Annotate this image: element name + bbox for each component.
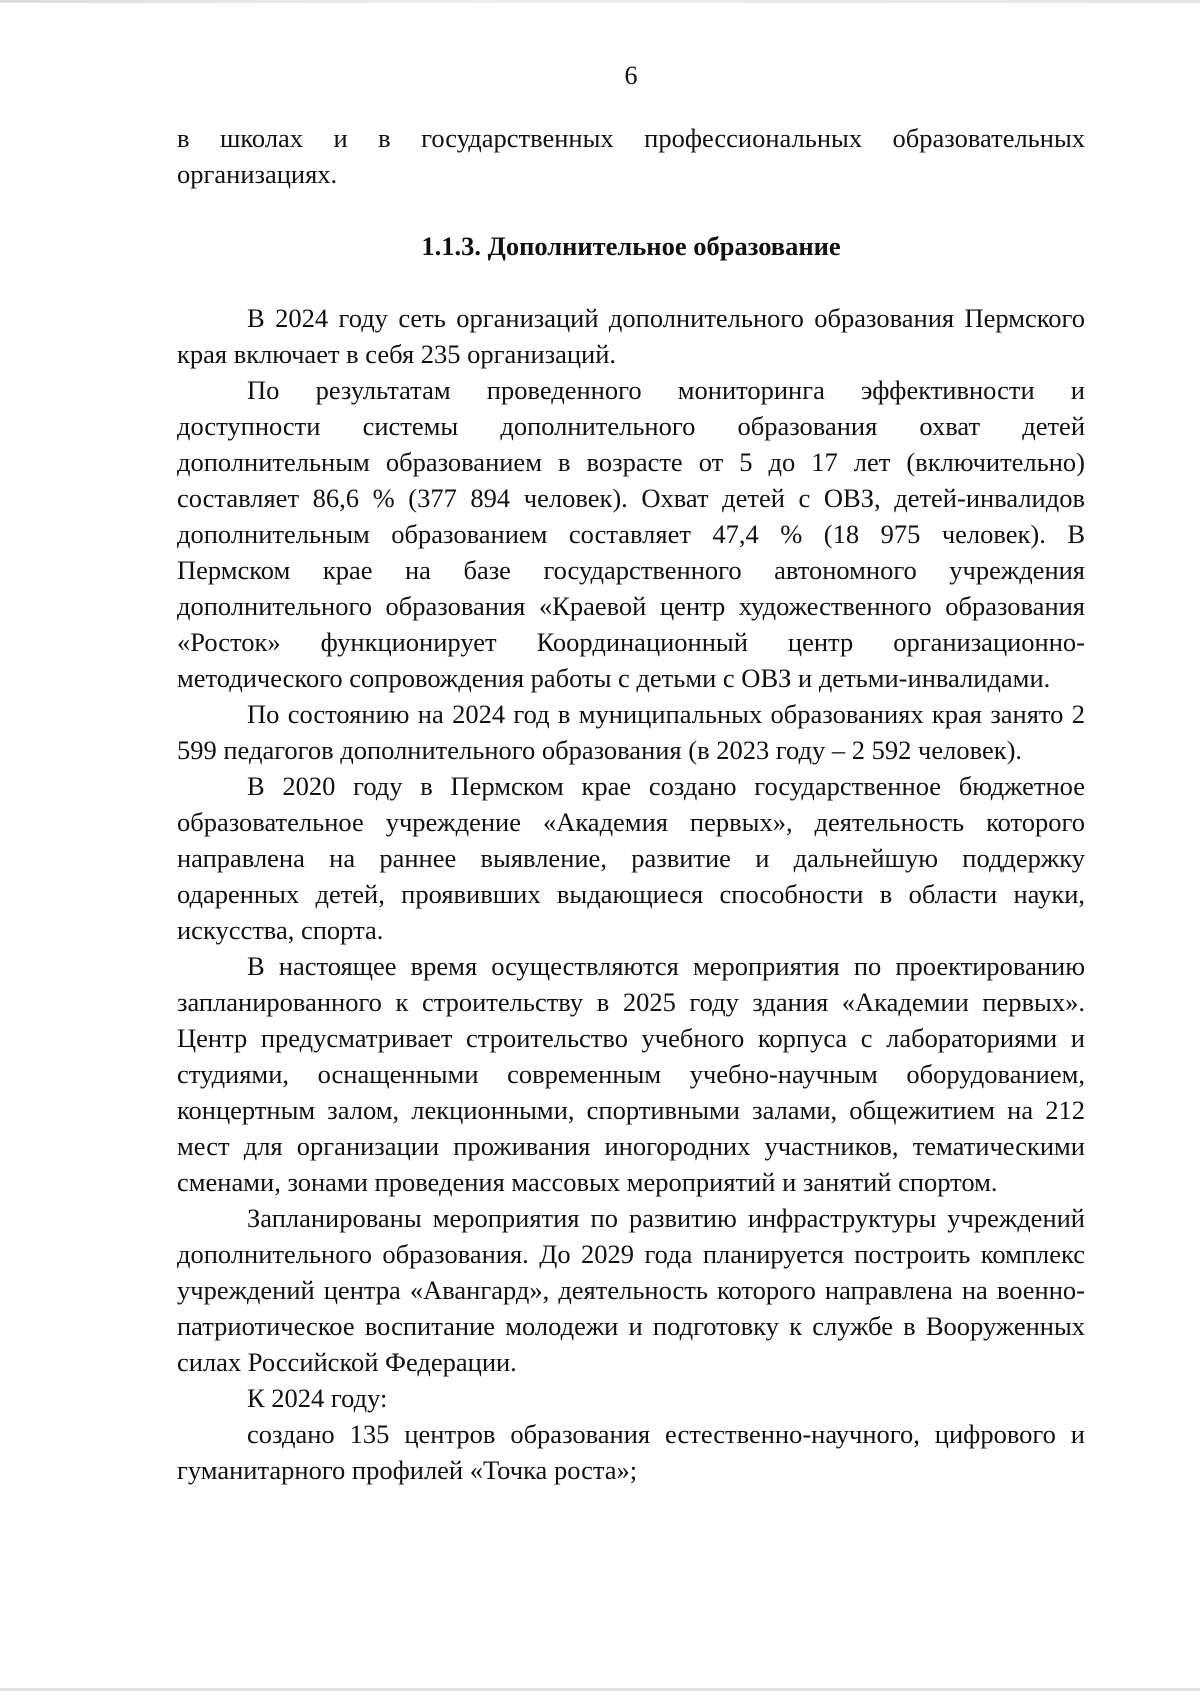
- paragraph-teachers: По состоянию на 2024 год в муниципальных образованиях края занято 2 599 педагогов дополнительного образования (в 2023 году – 2 592 человек).: [177, 699, 1085, 765]
- paragraph-academy-building: В настоящее время осуществляются мероприятия по проектированию запланированного к строительству в 2025 году здания «Академии первых». Центр предусматривает строительство учебного корпуса с лабораториями и студиями, оснащенными современным учебно-научным оборудованием, концертным залом, лекционными, спортивными залами, общежитием на 212 мест для организации проживания иногородних участников, тематическими сменами, зонами проведения массовых мероприятий и занятий спортом.: [177, 951, 1085, 1197]
- intro-fragment: в школах и в государственных профессиональных образовательных организациях.: [177, 123, 1085, 189]
- paragraph-by-2024: К 2024 году:: [247, 1383, 388, 1413]
- page-content: [177, 120, 1085, 1488]
- scan-top-edge: [0, 0, 1200, 3]
- section-heading: 1.1.3. Дополнительное образование: [421, 231, 841, 261]
- paragraph-monitoring: По результатам проведенного мониторинга эффективности и доступности системы дополнительного образования охват детей дополнительным образованием в возрасте от 5 до 17 лет (включительно) составляет 86,6 % (377 894 человек). Охват детей с ОВЗ, детей-инвалидов дополнительным образованием составляет 47,4 % (18 975 человек). В Пермском крае на базе государственного автономного учреждения дополнительного образования «Краевой центр художественного образования «Росток» функционирует Координационный центр организационно-методического сопровождения работы с детьми с ОВЗ и детьми-инвалидами.: [177, 375, 1085, 693]
- page-number: 6: [624, 61, 638, 90]
- paragraph-academy: В 2020 году в Пермском крае создано государственное бюджетное образовательное учреждение «Академия первых», деятельность которого направлена на раннее выявление, развитие и дальнейшую поддержку одаренных детей, проявивших выдающиеся способности в области науки, искусства, спорта.: [177, 771, 1085, 945]
- paragraph-infrastructure: Запланированы мероприятия по развитию инфраструктуры учреждений дополнительного образования. До 2029 года планируется построить комплекс учреждений центра «Авангард», деятельность которого направлена на военно-патриотическое воспитание молодежи и подготовку к службе в Вооруженных силах Российской Федерации.: [177, 1203, 1085, 1377]
- list-item-tochka-rosta: создано 135 центров образования естественно-научного, цифрового и гуманитарного профилей «Точка роста»;: [177, 1419, 1085, 1485]
- paragraph-network: В 2024 году сеть организаций дополнительного образования Пермского края включает в себя 235 организаций.: [177, 303, 1085, 369]
